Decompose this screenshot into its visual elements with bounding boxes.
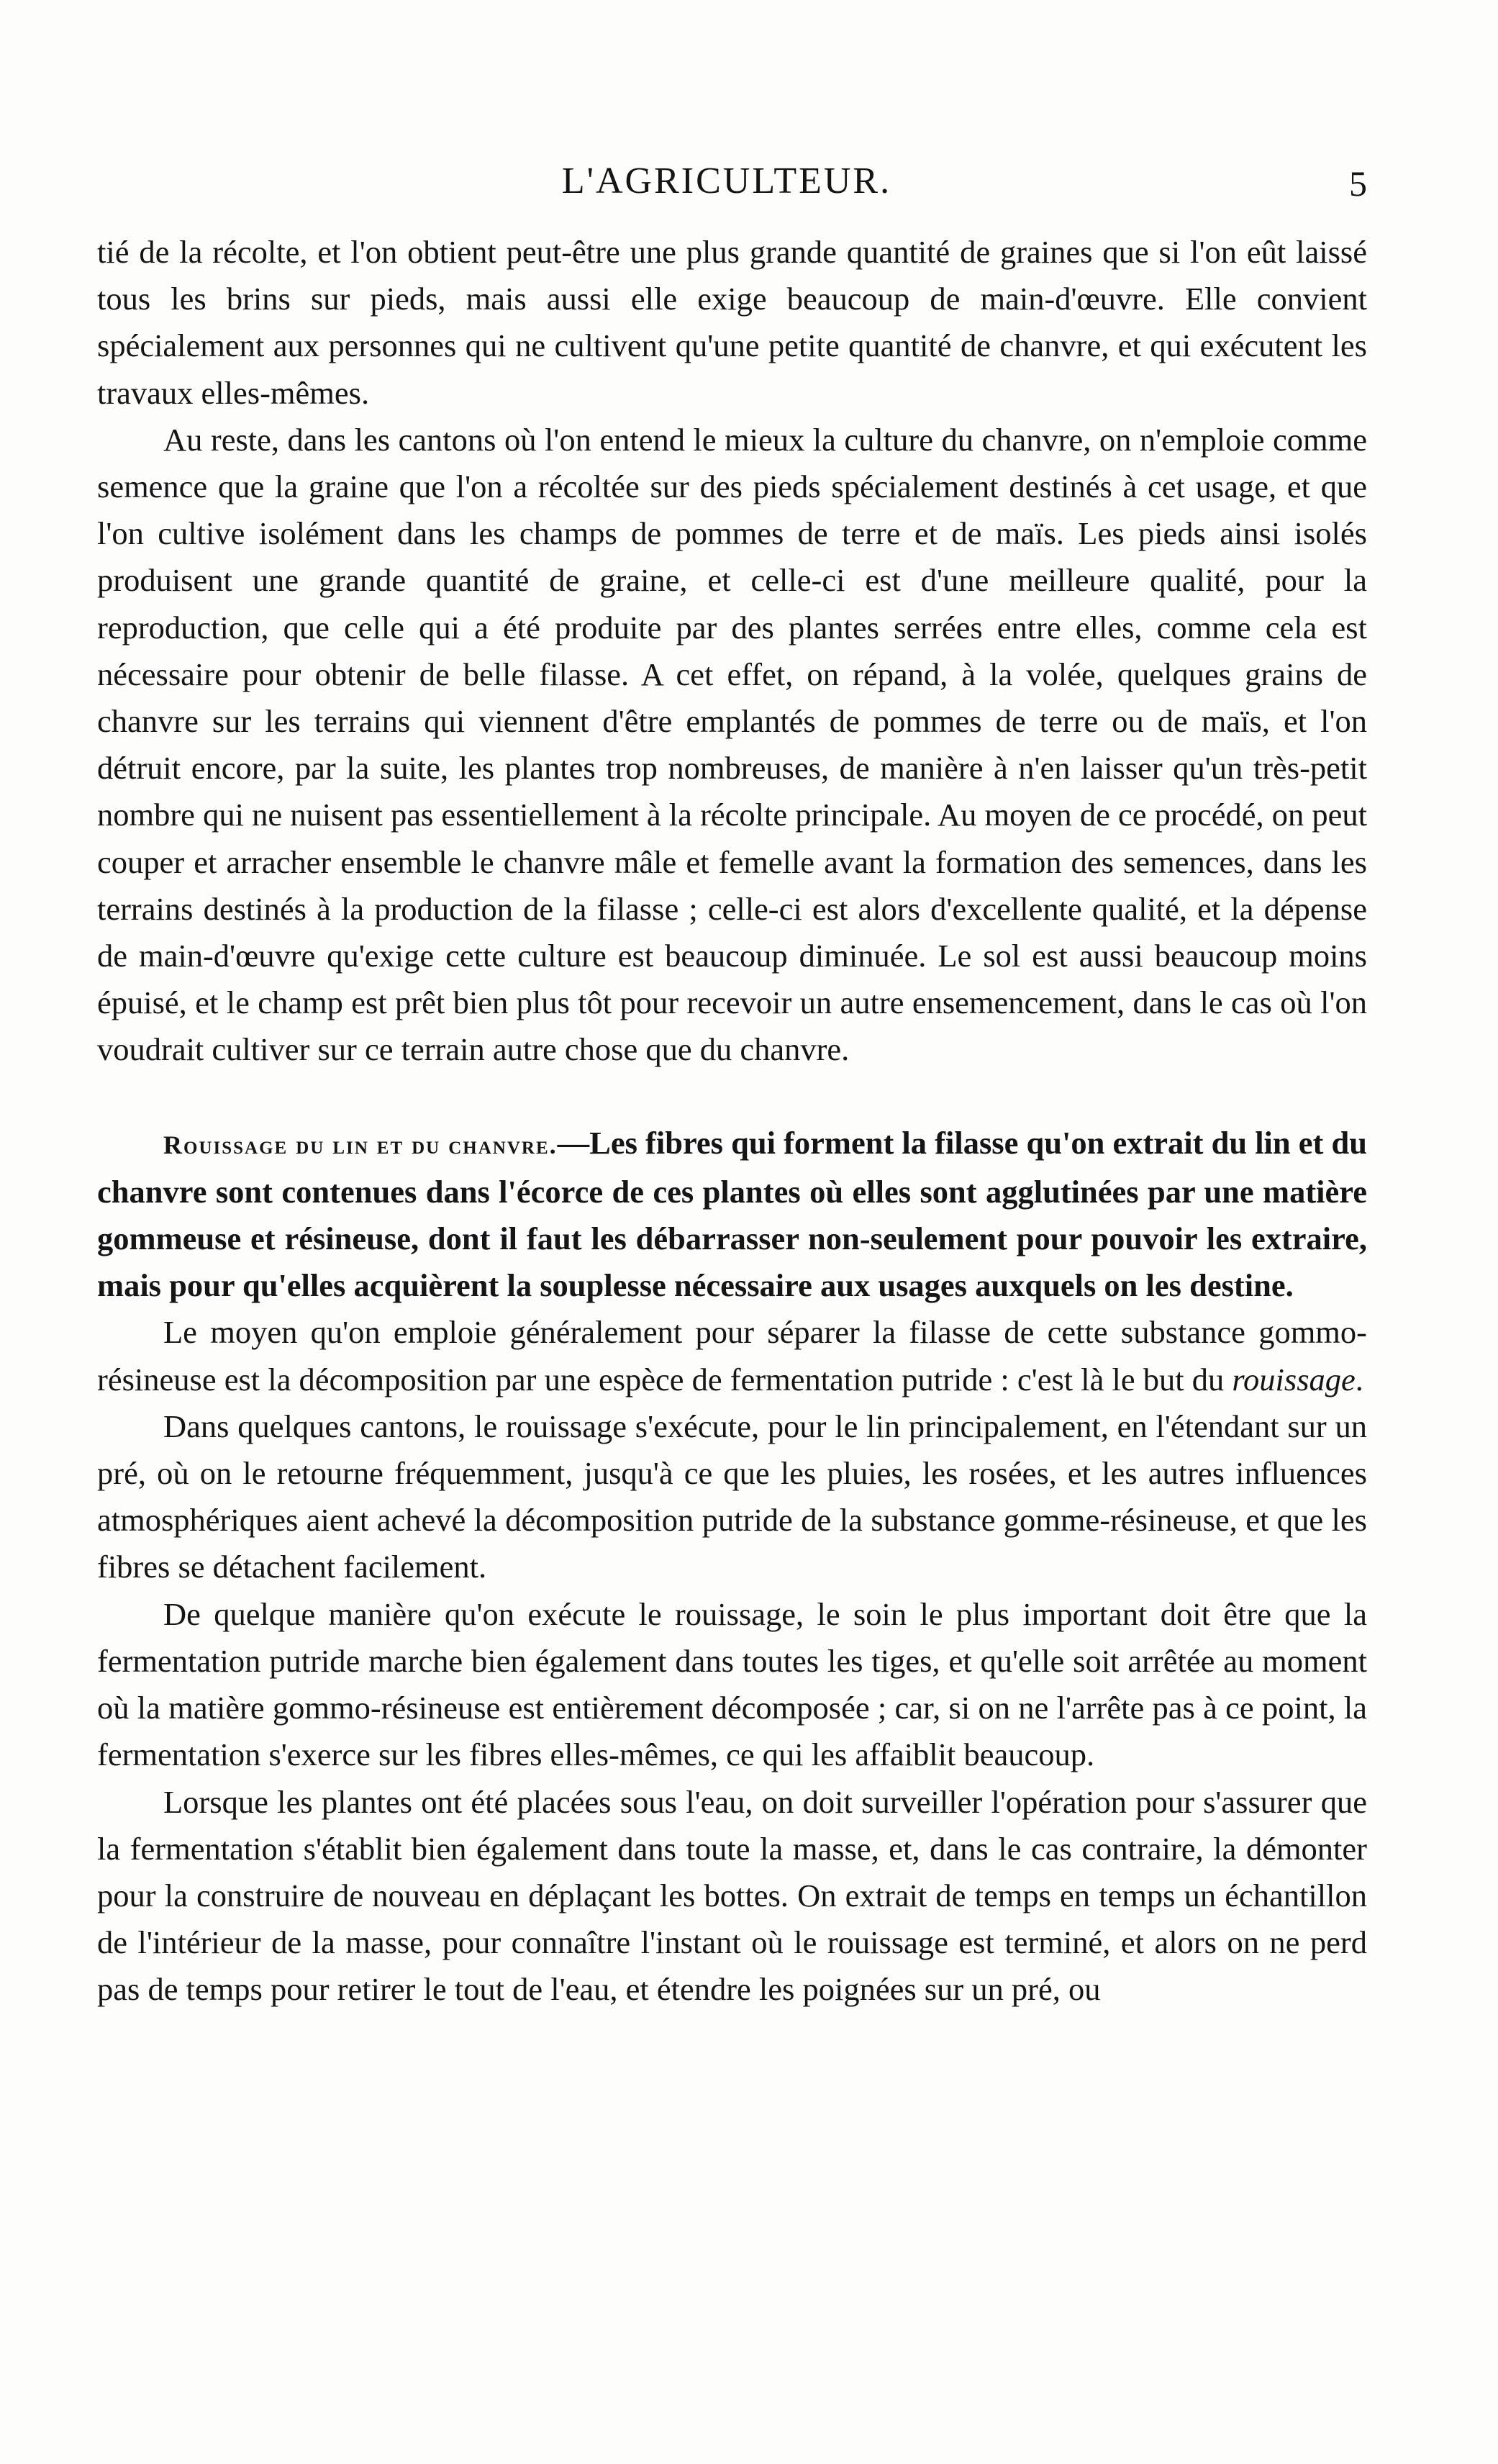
page-body [97,229,1367,2014]
paragraph-method-end: . [1355,1361,1363,1398]
section-spacer [97,1074,1367,1120]
section-lead-text: —Les fibres qui forment la filasse qu'on extrait du lin et du chanvre sont contenues dans l'écorce de ces plantes où elles sont agglutinées par une matière gommeuse et résineuse, dont il faut les débarrasser non-seulement pour pouvoir les extraire, mais pour qu'elles acquièrent la souplesse nécessaire aux usages auxquels on les destine. [97,1124,1367,1304]
section-heading: Rouissage du lin et du chanvre. [163,1130,558,1159]
section-rouissage-intro [97,1120,1367,1310]
paragraph-fermentation: De quelque manière qu'on exécute le rouissage, le soin le plus important doit être que la fermentation putride marche bien également dans toutes les tiges, et qu'elle soit arrêtée au moment où la matière gommo-résineuse est entièrement décomposée ; car, si on ne l'arrête pas à ce point, la fermentation s'exerce sur les fibres elles-mêmes, ce qui les affaiblit beaucoup. [97,1595,1367,1773]
page-number: 5 [1349,163,1367,204]
paragraph-field-retting: Dans quelques cantons, le rouissage s'exécute, pour le lin principalement, en l'étendant sur un pré, où on le retourne fréquemment, jusqu'à ce que les pluies, les rosées, et les autres influences atmosphériques aient achevé la décomposition putride de la substance gomme-résineuse, et que les fibres se détachent facilement. [97,1408,1367,1585]
paragraph-method-text: Le moyen qu'on emploie généralement pour séparer la filasse de cette substance gommo-résineuse est la décomposition par une espèce de fermentation putride : c'est là le but du [97,1314,1367,1398]
term-rouissage: rouissage [1232,1361,1356,1398]
paragraph-method [97,1309,1367,1403]
paragraph-continuation: tié de la récolte, et l'on obtient peut-être une plus grande quantité de graines que si l'on eût laissé tous les brins sur pieds, mais aussi elle exige beaucoup de main-d'œuvre. Elle convient spécialement aux personnes qui ne cultivent qu'une petite quantité de chanvre, et qui exécutent les travaux elles-mêmes. [97,234,1367,411]
running-title: L'AGRICULTEUR. [561,160,892,201]
paragraph-seed-culture: Au reste, dans les cantons où l'on entend le mieux la culture du chanvre, on n'emploie comme semence que la graine que l'on a récoltée sur des pieds spécialement destinés à cet usage, et que l'on cultive isolément dans les champs de pommes de terre et de maïs. Les pieds ainsi isolés produisent une grande quantité de graine, et celle-ci est d'une meilleure qualité, pour la reproduction, que celle qui a été produite par des plantes serrées entre elles, comme cela est nécessaire pour obtenir de belle filasse. A cet effet, on répand, à la volée, quelques grains de chanvre sur les terrains qui viennent d'être emplantés de pommes de terre ou de maïs, et l'on détruit encore, par la suite, les plantes trop nombreuses, de manière à n'en laisser qu'un très-petit nombre qui ne nuisent pas essentiellement à la récolte principale. Au moyen de ce procédé, on peut couper et arracher ensemble le chanvre mâle et femelle avant la formation des semences, dans les terrains destinés à la production de la filasse ; celle-ci est alors d'excellente qualité, et la dépense de main-d'œuvre qu'exige cette culture est beaucoup diminuée. Le sol est aussi beaucoup moins épuisé, et le champ est prêt bien plus tôt pour recevoir un autre ensemencement, dans le cas où l'on voudrait cultiver sur ce terrain autre chose que du chanvre. [97,421,1367,1068]
running-header [86,160,1367,210]
paragraph-water-retting: Lorsque les plantes ont été placées sous l'eau, on doit surveiller l'opération pour s'assurer que la fermentation s'établit bien également dans toute la masse, et, dans le cas contraire, la démonter pour la construire de nouveau en déplaçant les bottes. On extrait de temps en temps un échantillon de l'intérieur de la masse, pour connaître l'instant où le rouissage est terminé, et alors on ne perd pas de temps pour retirer le tout de l'eau, et étendre les poignées sur un pré, ou [97,1783,1367,2008]
